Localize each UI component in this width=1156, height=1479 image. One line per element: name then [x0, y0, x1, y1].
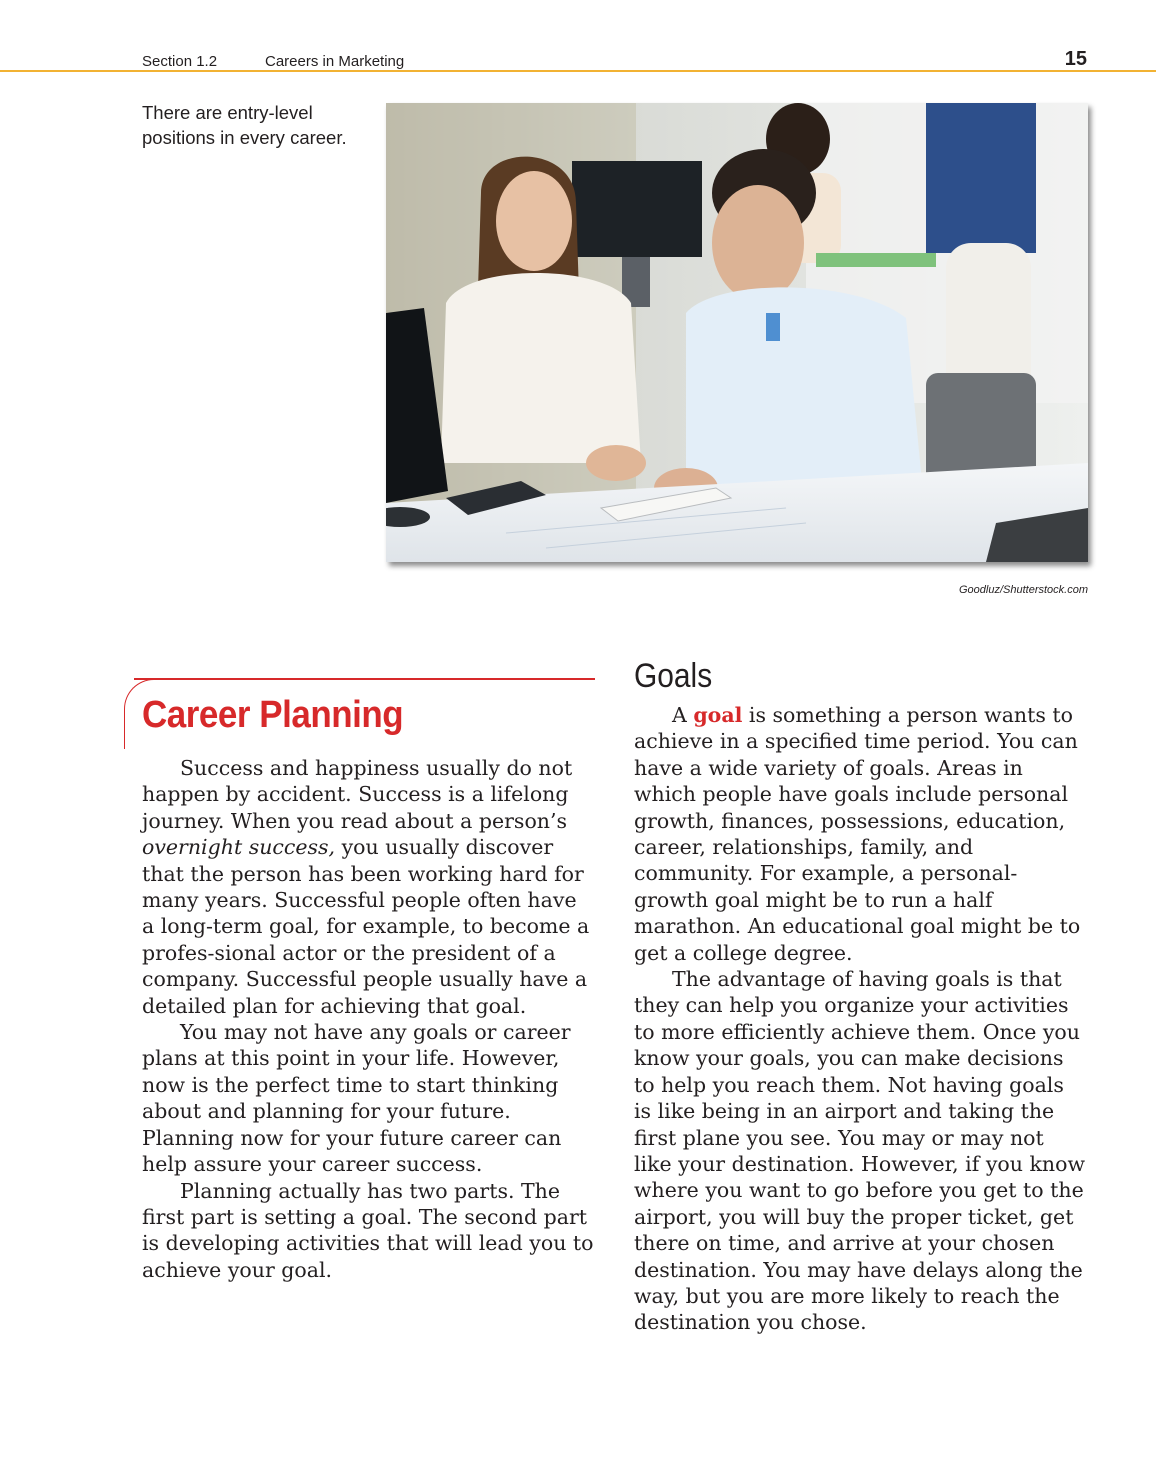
career-planning-body — [142, 755, 594, 1283]
text-run: you usually discover that the person has been working hard for many years. Successful people often have a long-term goal, for example, to become a profes-sional actor or the president of a company. Successful people usually have a detailed plan for achieving that goal. — [142, 835, 590, 1018]
section-title: Careers in Marketing — [265, 53, 405, 70]
key-term-goal: goal — [693, 703, 743, 727]
page-number: 15 — [1064, 48, 1087, 70]
career-planning-paragraph: Planning actually has two parts. The first part is setting a goal. The second part is developing activities that will lead you to achieve your goal. — [142, 1178, 594, 1282]
header-rule — [0, 70, 1156, 72]
emphasized-phrase: overnight success, — [142, 835, 336, 860]
text-run: Success and happiness usually do not happen by accident. Success is a lifelong journey. When you read about a person’s — [142, 756, 573, 833]
career-planning-rule — [134, 678, 595, 680]
office-photo-illustration — [386, 103, 1088, 562]
page-header — [0, 0, 1156, 73]
goals-paragraph: The advantage of having goals is that they can help you organize your activities to more efficiently achieve them. Once you know your goals, you can make decisions to help you reach them. Not having goals is like being in an airport and taking the first plane you see. You may or may not like your destination. However, if you know where you want to go before you get to the airport, you will buy the proper ticket, get there on time, and arrive at your chosen destination. You may have delays along the way, but you are more likely to reach the destination you chose. — [634, 967, 1085, 1335]
office-photo — [386, 103, 1088, 562]
career-planning-paragraph — [142, 755, 594, 1019]
photo-credit: Goodluz/Shutterstock.com — [958, 584, 1088, 596]
text-run: is something a person wants to achieve in a specified time period. You can have a wide variety of goals. Areas in which people have goals include personal growth, finances, possessions, education, career, relationships, family, and community. For example, a personal-growth goal might be to run a half marathon. An educational goal might be to get a college degree. — [634, 703, 1081, 965]
text-run: A — [672, 703, 694, 727]
goals-body — [634, 702, 1086, 1336]
career-planning-heading: Career Planning — [142, 694, 404, 736]
figure-caption: There are entry-level positions in every career. — [142, 102, 347, 148]
section-number: Section 1.2 — [142, 53, 218, 70]
goals-paragraph — [634, 702, 1086, 966]
career-planning-paragraph: You may not have any goals or career plans at this point in your life. However, now is the perfect time to start thinking about and planning for your future. Planning now for your future career can help assure your career success. — [142, 1020, 571, 1177]
goals-heading: Goals — [634, 657, 713, 695]
